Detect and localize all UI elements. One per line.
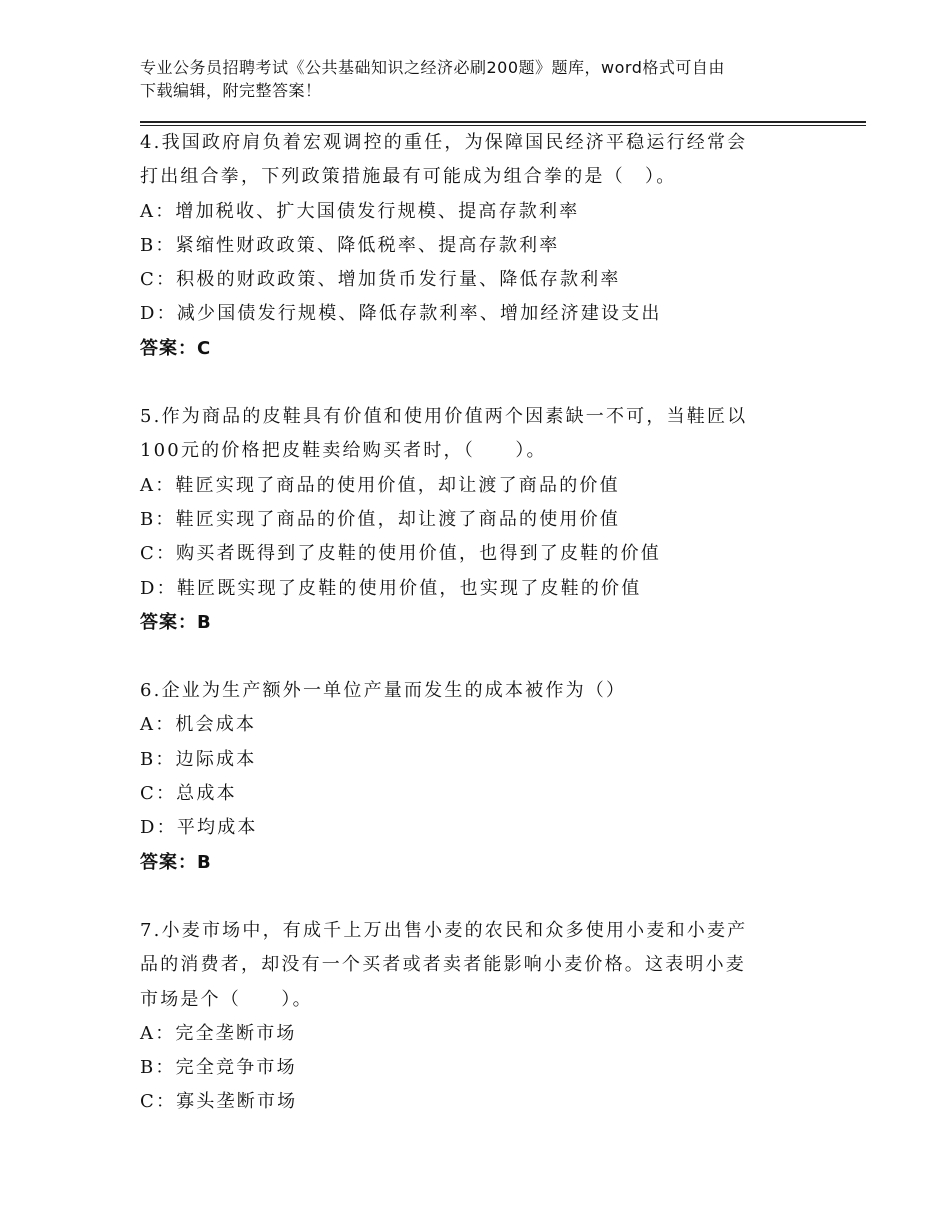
spacer [140, 880, 840, 914]
question-text-line: 6.企业为生产额外一单位产量而发生的成本被作为（） [140, 680, 627, 702]
option-b: B：紧缩性财政政策、降低税率、提高存款利率 [140, 234, 560, 256]
question-4 [140, 126, 840, 366]
option-a: A：完全垄断市场 [140, 1022, 297, 1044]
option-a: A：鞋匠实现了商品的使用价值，却让渡了商品的价值 [140, 474, 620, 496]
option-c: C：积极的财政政策、增加货币发行量、降低存款利率 [140, 269, 621, 291]
question-text-line: 100元的价格把皮鞋卖给购买者时，（ ）。 [140, 440, 547, 462]
option-b: B：完全竞争市场 [140, 1057, 297, 1079]
answer: 答案：C [140, 337, 212, 359]
question-5 [140, 400, 840, 640]
option-a: A：增加税收、扩大国债发行规模、提高存款利率 [140, 200, 580, 222]
document-header [140, 56, 820, 102]
option-b: B：边际成本 [140, 748, 257, 770]
header-rule-thick [140, 121, 866, 123]
question-text-line: 打出组合拳，下列政策措施最有可能成为组合拳的是（ ）。 [140, 166, 677, 188]
question-list [140, 126, 840, 1120]
question-6 [140, 674, 840, 880]
header-line-1: 专业公务员招聘考试《公共基础知识之经济必刷200题》题库，word格式可自由 [140, 58, 725, 77]
option-c: C：寡头垄断市场 [140, 1091, 298, 1113]
question-7 [140, 914, 840, 1120]
question-text-line: 品的消费者，却没有一个买者或者卖者能影响小麦价格。这表明小麦 [140, 954, 746, 976]
option-a: A：机会成本 [140, 714, 257, 736]
option-d: D：减少国债发行规模、降低存款利率、增加经济建设支出 [140, 303, 662, 325]
option-d: D：鞋匠既实现了皮鞋的使用价值，也实现了皮鞋的价值 [140, 577, 642, 599]
question-text-line: 5.作为商品的皮鞋具有价值和使用价值两个因素缺一不可，当鞋匠以 [140, 406, 748, 428]
option-d: D：平均成本 [140, 817, 258, 839]
spacer [140, 366, 840, 400]
question-text-line: 7.小麦市场中，有成千上万出售小麦的农民和众多使用小麦和小麦产 [140, 919, 748, 941]
option-b: B：鞋匠实现了商品的价值，却让渡了商品的使用价值 [140, 508, 621, 530]
header-line-2: 下载编辑，附完整答案！ [140, 81, 322, 100]
spacer [140, 640, 840, 674]
answer: 答案：B [140, 611, 212, 633]
option-c: C：购买者既得到了皮鞋的使用价值，也得到了皮鞋的价值 [140, 543, 661, 565]
question-text-line: 市场是个（ ）。 [140, 988, 313, 1010]
option-c: C：总成本 [140, 783, 237, 805]
answer: 答案：B [140, 851, 212, 873]
question-text-line: 4.我国政府肩负着宏观调控的重任，为保障国民经济平稳运行经常会 [140, 132, 748, 153]
